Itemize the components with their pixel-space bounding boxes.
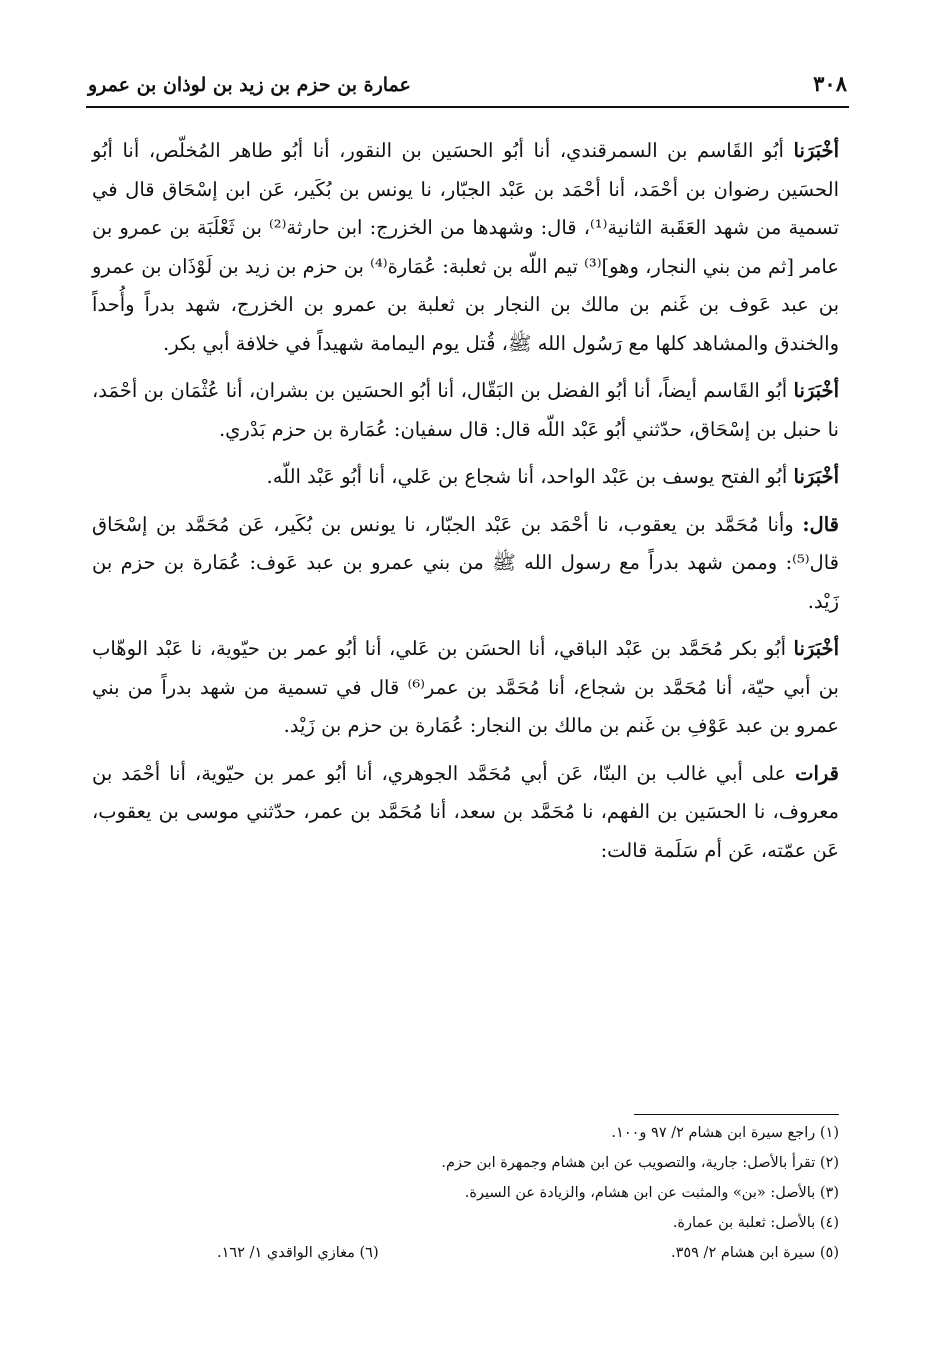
footnote-2: (٢) تقرأ بالأصل: جارية، والتصويب عن ابن هشام وجمهرة ابن حزم.	[441, 1155, 839, 1171]
paragraph-2	[92, 372, 839, 449]
paragraph-text: وأنا مُحَمَّد بن يعقوب، نا أحْمَد بن عَبْد الجبّار، نا يونس بن بُكَير، عَن مُحَمَّد بن إسْحَاق قال⁽⁵⁾: وممن شهد بدراً مع رسول الله ﷺ من بني عمرو بن عبد عَوف: عُمَارة بن حزم بن زَيْد.	[92, 512, 839, 613]
paragraph-lead: أخْبَرَنا	[793, 465, 839, 488]
footnote-divider	[634, 1114, 839, 1115]
paragraph-text: أبُو القَاسم بن السمرقندي، أنا أبُو الحسَين بن النقور، أنا أبُو طاهر المُخلّص، أنا أبُو الحسَين رضوان بن أحْمَد، أنا أحْمَد بن عَبْد الجبّار، نا يونس بن بُكَير، عَن ابن إسْحَاق قال في تسمية من شهد العَقَبة الثانية⁽¹⁾، قال: وشهدها من الخزرج: ابن حارثة⁽²⁾ بن ثَعْلَبَة بن عمرو بن عامر [ثم من بني النجار، وهو]⁽³⁾ تيم اللّه بن ثعلبة: عُمَارة⁽⁴⁾ بن حزم بن زيد بن لَوْذَان بن عمرو بن عبد عَوف بن غَنم بن مالك بن النجار بن ثعلبة بن عمرو بن الخزرج، شهد بدراً وأُحداً والخندق والمشاهد كلها مع رَسُول الله ﷺ، قُتل يوم اليمامة شهيداً في خلافة أبي بكر.	[92, 139, 839, 355]
main-text	[92, 132, 839, 879]
paragraph-text: أبُو الفتح يوسف بن عَبْد الواحد، أنا شجاع بن عَلي، أنا أبُو عَبْد اللّه.	[266, 465, 794, 488]
paragraph-text: أبُو القَاسم أيضاً، أنا أبُو الفضل بن البَقّال، أنا أبُو الحسَين بن بشران، أنا عُثْمَان بن أحْمَد، نا حنبل بن إسْحَاق، حدّثني أبُو عَبْد اللّه قال: قال سفيان: عُمَارة بن حزم بَدْري.	[92, 379, 839, 441]
paragraph-1	[92, 132, 839, 363]
footnotes	[92, 1118, 839, 1268]
footnote-row-last	[92, 1238, 839, 1268]
footnote-1: (١) راجع سيرة ابن هشام ٢/ ٩٧ و١٠٠.	[611, 1125, 839, 1141]
paragraph-4	[92, 506, 839, 622]
page-header	[88, 60, 847, 96]
running-title: عمارة بن حزم بن زيد بن لوذان بن عمرو	[88, 74, 411, 96]
paragraph-lead: أخْبَرَنا	[793, 637, 839, 660]
paragraph-text: على أبي غالب بن البنّا، عَن أبي مُحَمَّد الجوهري، أنا أبُو عمر بن حيّوية، أنا أحْمَد بن معروف، نا الحسَين بن الفهم، نا مُحَمَّد بن سعد، أنا مُحَمَّد بن عمر، حدّثني موسى بن يعقوب، عَن عمّته، عَن أم سَلَمة قالت:	[92, 761, 839, 862]
paragraph-lead: أخْبَرَنا	[793, 139, 839, 162]
footnote-5: (٥) سيرة ابن هشام ٢/ ٣٥٩.	[670, 1245, 839, 1261]
footnote-6: (٦) مغازي الواقدي ١/ ١٦٢.	[217, 1245, 379, 1261]
footnote-4: (٤) بالأصل: ثعلبة بن عمارة.	[672, 1215, 839, 1231]
paragraph-lead: قرات	[795, 761, 839, 785]
paragraph-5	[92, 630, 839, 746]
paragraph-lead: أخْبَرَنا	[793, 379, 839, 402]
paragraph-lead: قال:	[802, 512, 839, 536]
paragraph-6	[92, 755, 839, 871]
paragraph-text: أبُو بكر مُحَمَّد بن عَبْد الباقي، أنا الحسَن بن عَلي، أنا أبُو عمر بن حيّوية، نا عَبْد الوهّاب بن أبي حيّة، أنا مُحَمَّد بن شجاع، أنا مُحَمَّد بن عمر⁽⁶⁾ قال في تسمية من شهد بدراً من بني عمرو بن عبد عَوْفِ بن غَنم بن مالك بن النجار: عُمَارة بن حزم بن زَيْد.	[92, 637, 839, 737]
paragraph-3	[92, 458, 839, 497]
footnote-3: (٣) بالأصل: «بن» والمثبت عن ابن هشام، والزيادة عن السيرة.	[464, 1185, 839, 1201]
page-number: ٣٠٨	[813, 71, 847, 96]
header-divider	[86, 106, 849, 108]
